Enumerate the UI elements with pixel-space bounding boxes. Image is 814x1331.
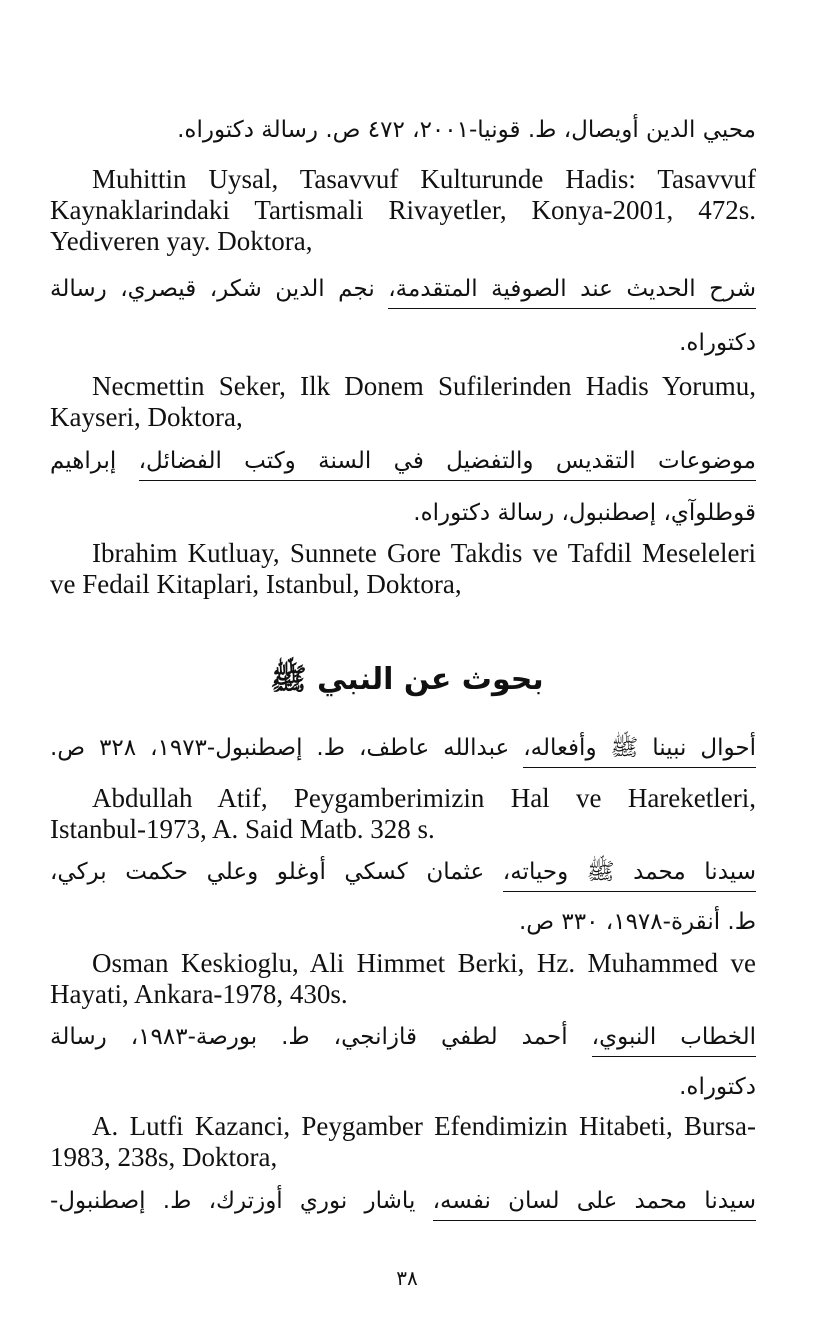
arabic-title: الخطاب النبوي، (592, 1024, 756, 1057)
english-citation: Abdullah Atif, Peygamberimizin Hal ve Hareketleri, Istanbul-1973, A. Said Matb. 328 s. (50, 783, 756, 844)
arabic-citation (50, 731, 756, 765)
arabic-citation-continued: ط. أنقرة-١٩٧٨، ٣٣٠ ص. (518, 909, 756, 935)
arabic-title: سيدنا محمد على لسان نفسه، (433, 1188, 756, 1221)
arabic-details: نجم الدين شكر، قيصري، رسالة (50, 276, 389, 302)
arabic-citation (50, 272, 756, 306)
arabic-title: أحوال نبينا ﷺ وأفعاله، (523, 735, 756, 768)
arabic-citation (50, 1184, 756, 1218)
arabic-details: محيي الدين أويصال، ط. قونيا-٢٠٠١، ٤٧٢ ص. رسالة دكتوراه. (177, 117, 756, 143)
arabic-citation (50, 444, 756, 478)
arabic-details: إبراهيم (50, 448, 139, 474)
section-heading: بحوث عن النبي ﷺ (270, 662, 544, 697)
english-citation: Ibrahim Kutluay, Sunnete Gore Takdis ve Tafdil Meseleleri ve Fedail Kitaplari, Istanbul, Doktora, (50, 538, 756, 599)
arabic-citation-continued: قوطلوآي، إصطنبول، رسالة دكتوراه. (413, 500, 756, 526)
page-number: ٣٨ (396, 1266, 418, 1290)
english-citation: A. Lutfi Kazanci, Peygamber Efendimizin Hitabeti, Bursa-1983, 238s, Doktora, (50, 1111, 756, 1172)
arabic-citation (50, 113, 756, 147)
arabic-title: موضوعات التقديس والتفضيل في السنة وكتب الفضائل، (139, 448, 756, 481)
arabic-details: ياشار نوري أوزترك، ط. إصطنبول- (50, 1188, 433, 1214)
arabic-details: أحمد لطفي قازانجي، ط. بورصة-١٩٨٣، رسالة (50, 1024, 592, 1050)
arabic-details: عبدالله عاطف، ط. إصطنبول-١٩٧٣، ٣٢٨ ص. (50, 735, 524, 761)
english-citation: Osman Keskioglu, Ali Himmet Berki, Hz. Muhammed ve Hayati, Ankara-1978, 430s. (50, 948, 756, 1009)
arabic-citation-continued: دكتوراه. (679, 1074, 756, 1100)
arabic-citation (50, 855, 756, 889)
arabic-title: شرح الحديث عند الصوفية المتقدمة، (388, 276, 756, 309)
arabic-title: سيدنا محمد ﷺ وحياته، (503, 859, 756, 892)
arabic-details: عثمان كسكي أوغلو وعلي حكمت بركي، (50, 859, 503, 885)
english-citation: Necmettin Seker, Ilk Donem Sufilerinden Hadis Yorumu, Kayseri, Doktora, (50, 371, 756, 432)
english-citation: Muhittin Uysal, Tasavvuf Kulturunde Hadis: Tasavvuf Kaynaklarindaki Tartismali Rivayetler, Konya-2001, 472s. Yediveren yay. Doktora, (50, 164, 756, 256)
arabic-citation-continued: دكتوراه. (679, 330, 756, 356)
arabic-citation (50, 1020, 756, 1054)
